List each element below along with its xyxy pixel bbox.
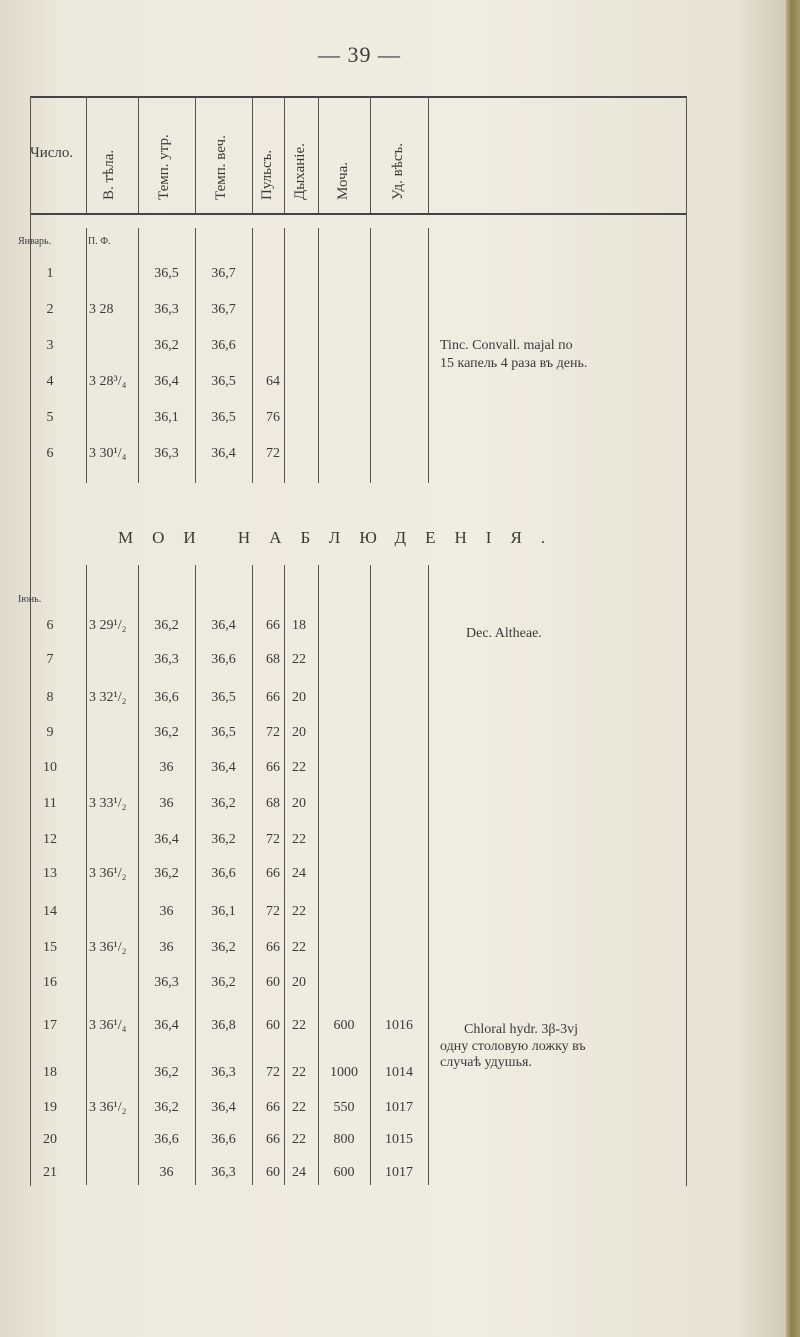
june-row-weight-cell: 3 36¹/₂ <box>89 866 127 881</box>
june-row-sg-cell: 1017 <box>385 1100 413 1115</box>
jan-row-day-cell: 4 <box>46 374 54 389</box>
header-respiration: Дыханіе. <box>292 143 308 200</box>
june-row-pulse-cell: 60 <box>266 1165 280 1180</box>
header-temp-morning: Темп. утр. <box>156 134 172 200</box>
june-row-day-cell: 19 <box>43 1100 57 1115</box>
june-row-day-cell: 11 <box>43 796 57 811</box>
header-temp-evening: Темп. веч. <box>213 135 229 200</box>
june-row-day-cell: 14 <box>43 904 57 919</box>
june-row-urine-cell: 550 <box>333 1100 355 1115</box>
june-row-resp-cell: 22 <box>292 832 306 847</box>
jan-row-temp_m-cell: 36,5 <box>154 266 179 281</box>
june-row-day-cell: 15 <box>43 940 57 955</box>
june-row-temp_m-cell: 36,6 <box>154 690 179 705</box>
jan-row-day-cell: 5 <box>46 410 54 425</box>
col-line <box>428 96 429 213</box>
jan-row-pulse-cell: 76 <box>266 410 280 425</box>
june-row-resp-cell: 24 <box>292 1165 306 1180</box>
jan-row-weight-cell: 3 28³/₄ <box>89 374 127 389</box>
jan-row-weight-cell: 3 28 <box>89 302 114 317</box>
june-row-temp_m-cell: 36,6 <box>154 1132 179 1147</box>
jan-row-temp_e-cell: 36,7 <box>211 302 236 317</box>
june-row-temp_e-cell: 36,4 <box>211 1100 236 1115</box>
june-row-day-cell: 7 <box>46 652 54 667</box>
june-row-temp_e-cell: 36,6 <box>211 1132 236 1147</box>
june-row-temp_m-cell: 36,2 <box>154 618 179 633</box>
june-row-temp_m-cell: 36,2 <box>154 1100 179 1115</box>
june-row-temp_m-cell: 36,2 <box>154 725 179 740</box>
june-row-temp_m-cell: 36 <box>159 796 174 811</box>
jan-row-temp_m-cell: 36,3 <box>154 446 179 461</box>
page-number: — 39 — <box>318 42 401 67</box>
june-row-weight-cell: 3 36¹/₂ <box>89 940 127 955</box>
june-row-weight-cell: 3 36¹/₄ <box>89 1018 127 1033</box>
col-line <box>252 228 253 483</box>
jan-row-day-cell: 3 <box>46 338 54 353</box>
june-row-pulse-cell: 66 <box>266 940 280 955</box>
june-row-temp_m-cell: 36 <box>159 904 174 919</box>
col-line <box>318 565 319 1185</box>
june-row-temp_e-cell: 36,2 <box>211 832 236 847</box>
jan-row-day-cell: 2 <box>46 302 54 317</box>
june-row-temp_m-cell: 36,2 <box>154 1065 179 1080</box>
june-row-resp-cell: 24 <box>292 866 306 881</box>
june-row-temp_e-cell: 36,2 <box>211 796 236 811</box>
june-row-resp-cell: 22 <box>292 1100 306 1115</box>
col-line <box>428 228 429 483</box>
june-row-temp_e-cell: 36,6 <box>211 652 236 667</box>
note-althaea: Dec. Altheae. <box>466 626 542 641</box>
section-title: МОИ НАБЛЮДЕНІЯ. <box>118 528 565 547</box>
june-row-day-cell: 12 <box>43 832 57 847</box>
june-row-temp_e-cell: 36,8 <box>211 1018 236 1033</box>
june-row-resp-cell: 22 <box>292 940 306 955</box>
june-row-pulse-cell: 66 <box>266 1100 280 1115</box>
june-row-weight-cell: 3 32¹/₂ <box>89 690 127 705</box>
june-row-temp_e-cell: 36,1 <box>211 904 236 919</box>
june-row-urine-cell: 600 <box>333 1165 355 1180</box>
june-row-pulse-cell: 60 <box>266 1018 280 1033</box>
june-row-temp_m-cell: 36,3 <box>154 975 179 990</box>
header-bottom-rule <box>30 213 686 215</box>
jan-row-weight-cell: 3 30¹/₄ <box>89 446 127 461</box>
june-row-pulse-cell: 60 <box>266 975 280 990</box>
jan-row-temp_m-cell: 36,3 <box>154 302 179 317</box>
june-row-temp_e-cell: 36,4 <box>211 760 236 775</box>
note-convallaria-2: 15 капель 4 раза въ день. <box>440 356 588 371</box>
jan-row-temp_e-cell: 36,6 <box>211 338 236 353</box>
june-row-temp_e-cell: 36,5 <box>211 725 236 740</box>
june-row-day-cell: 16 <box>43 975 57 990</box>
june-row-day-cell: 13 <box>43 866 57 881</box>
june-row-temp_e-cell: 36,2 <box>211 975 236 990</box>
june-row-pulse-cell: 72 <box>266 832 280 847</box>
june-row-urine-cell: 800 <box>333 1132 355 1147</box>
june-row-pulse-cell: 66 <box>266 618 280 633</box>
book-spine <box>786 0 800 1337</box>
june-row-day-cell: 10 <box>43 760 57 775</box>
june-row-day-cell: 8 <box>46 690 54 705</box>
header-day: Число. <box>30 145 74 161</box>
june-row-temp_m-cell: 36 <box>159 1165 174 1180</box>
june-row-temp_e-cell: 36,4 <box>211 618 236 633</box>
june-row-temp_m-cell: 36 <box>159 940 174 955</box>
jan-row-temp_e-cell: 36,5 <box>211 410 236 425</box>
col-line <box>686 96 687 1186</box>
col-line <box>86 228 87 483</box>
header-pulse: Пульсъ. <box>259 149 275 200</box>
jan-row-temp_m-cell: 36,1 <box>154 410 179 425</box>
month-label-january: Январь. <box>18 236 52 247</box>
col-line <box>252 96 253 213</box>
header-weight: В. тѣла. <box>101 149 117 200</box>
june-row-pulse-cell: 66 <box>266 690 280 705</box>
june-row-temp_e-cell: 36,6 <box>211 866 236 881</box>
col-line <box>86 565 87 1185</box>
note-chloral-2: одну столовую ложку въ <box>440 1039 586 1054</box>
note-chloral-3: случаѣ удушья. <box>440 1055 532 1070</box>
col-line <box>318 228 319 483</box>
june-row-resp-cell: 18 <box>292 618 306 633</box>
note-convallaria-1: Tinc. Convall. majal по <box>440 338 573 353</box>
jan-row-pulse-cell: 72 <box>266 446 280 461</box>
june-row-resp-cell: 20 <box>292 975 306 990</box>
table-top-rule <box>30 96 686 98</box>
june-row-pulse-cell: 66 <box>266 1132 280 1147</box>
june-row-pulse-cell: 68 <box>266 652 280 667</box>
note-chloral-1: Chloral hydr. 3β-3vj <box>464 1022 579 1037</box>
june-row-sg-cell: 1016 <box>385 1018 413 1033</box>
col-line <box>195 96 196 213</box>
june-row-resp-cell: 22 <box>292 1018 306 1033</box>
june-row-pulse-cell: 72 <box>266 725 280 740</box>
june-row-temp_m-cell: 36,2 <box>154 866 179 881</box>
jan-row-temp_e-cell: 36,5 <box>211 374 236 389</box>
jan-row-day-cell: 1 <box>46 266 54 281</box>
jan-row-temp_e-cell: 36,4 <box>211 446 236 461</box>
june-row-resp-cell: 22 <box>292 652 306 667</box>
june-row-weight-cell: 3 36¹/₂ <box>89 1100 127 1115</box>
june-row-day-cell: 18 <box>43 1065 57 1080</box>
col-line <box>138 96 139 213</box>
june-row-resp-cell: 22 <box>292 760 306 775</box>
col-line <box>370 565 371 1185</box>
col-line <box>428 565 429 1185</box>
june-row-resp-cell: 22 <box>292 1065 306 1080</box>
june-row-pulse-cell: 72 <box>266 904 280 919</box>
jan-row-temp_e-cell: 36,7 <box>211 266 236 281</box>
june-row-day-cell: 21 <box>43 1165 57 1180</box>
june-row-day-cell: 17 <box>43 1018 57 1033</box>
june-row-urine-cell: 600 <box>333 1018 355 1033</box>
june-row-temp_e-cell: 36,3 <box>211 1065 236 1080</box>
june-row-resp-cell: 22 <box>292 1132 306 1147</box>
weight-unit-label: П. Ф. <box>88 236 111 247</box>
header-specific-gravity: Уд. вѣсъ. <box>390 142 406 200</box>
june-row-temp_m-cell: 36,4 <box>154 1018 179 1033</box>
june-row-temp_m-cell: 36,3 <box>154 652 179 667</box>
june-row-weight-cell: 3 33¹/₂ <box>89 796 127 811</box>
june-row-temp_m-cell: 36,4 <box>154 832 179 847</box>
june-row-temp_e-cell: 36,3 <box>211 1165 236 1180</box>
jan-row-temp_m-cell: 36,4 <box>154 374 179 389</box>
col-line <box>370 228 371 483</box>
col-line <box>284 96 285 213</box>
col-line <box>284 228 285 483</box>
jan-row-day-cell: 6 <box>46 446 54 461</box>
month-label-june: Іюнь. <box>18 594 42 605</box>
june-row-day-cell: 20 <box>43 1132 57 1147</box>
june-row-pulse-cell: 72 <box>266 1065 280 1080</box>
june-row-resp-cell: 20 <box>292 725 306 740</box>
header-urine: Моча. <box>335 161 351 200</box>
june-row-day-cell: 6 <box>46 618 54 633</box>
june-row-day-cell: 9 <box>46 725 54 740</box>
june-row-urine-cell: 1000 <box>330 1065 358 1080</box>
june-row-weight-cell: 3 29¹/₂ <box>89 618 127 633</box>
jan-row-pulse-cell: 64 <box>266 374 280 389</box>
june-row-pulse-cell: 68 <box>266 796 280 811</box>
col-line <box>370 96 371 213</box>
june-row-pulse-cell: 66 <box>266 866 280 881</box>
june-row-sg-cell: 1015 <box>385 1132 413 1147</box>
col-line <box>318 96 319 213</box>
june-row-sg-cell: 1017 <box>385 1165 413 1180</box>
june-row-temp_e-cell: 36,2 <box>211 940 236 955</box>
june-row-resp-cell: 20 <box>292 690 306 705</box>
jan-row-temp_m-cell: 36,2 <box>154 338 179 353</box>
june-row-resp-cell: 22 <box>292 904 306 919</box>
june-row-pulse-cell: 66 <box>266 760 280 775</box>
june-row-resp-cell: 20 <box>292 796 306 811</box>
june-row-temp_m-cell: 36 <box>159 760 174 775</box>
june-row-sg-cell: 1014 <box>385 1065 413 1080</box>
col-line <box>86 96 87 213</box>
june-row-temp_e-cell: 36,5 <box>211 690 236 705</box>
